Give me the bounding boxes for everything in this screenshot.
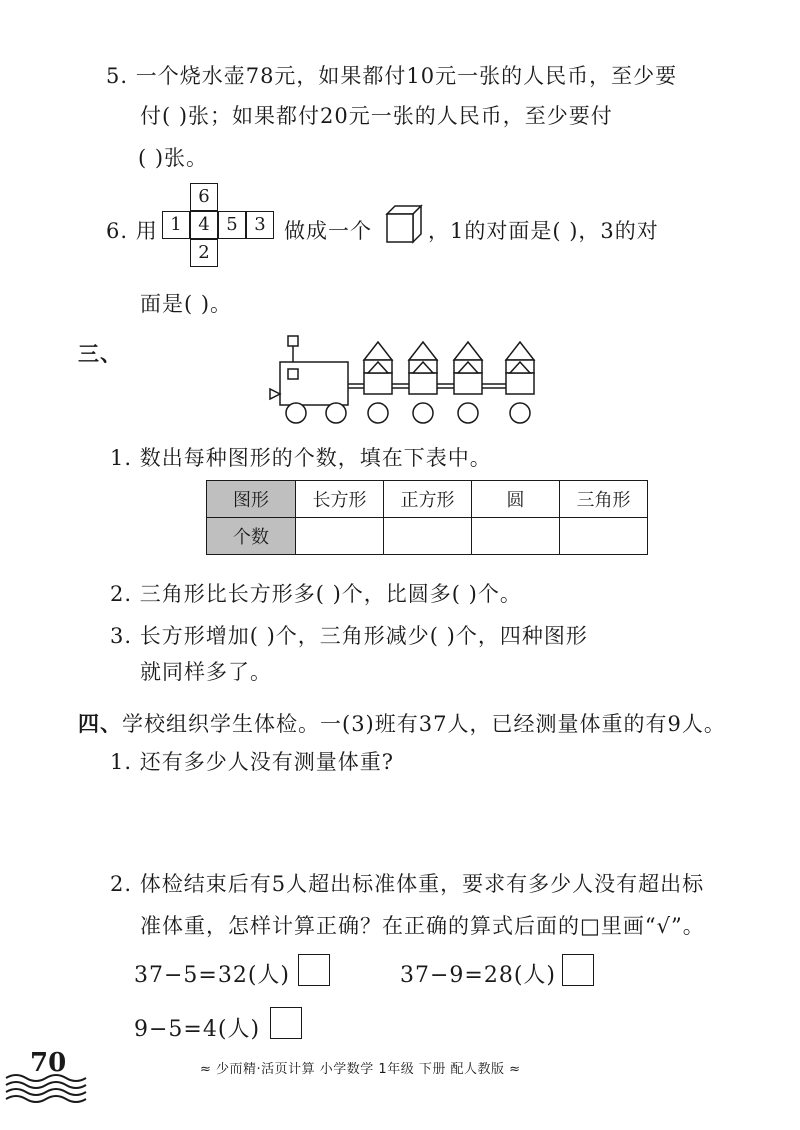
net-cell: 1 bbox=[162, 211, 190, 239]
count-table bbox=[206, 480, 648, 555]
q6-prefix: 6. 用 bbox=[106, 219, 158, 243]
cube-icon bbox=[385, 204, 425, 244]
section3-q1: 1. 数出每种图形的个数，填在下表中。 bbox=[110, 446, 492, 470]
q5-line2: 付( )张；如果都付20元一张的人民币，至少要付 bbox=[140, 104, 613, 128]
section4-label: 四、 bbox=[78, 711, 122, 736]
page-number: 70 bbox=[30, 1048, 67, 1078]
net-cell: 3 bbox=[246, 211, 274, 239]
checkbox-eq2[interactable] bbox=[562, 954, 594, 986]
wave-decoration-icon bbox=[4, 1070, 94, 1110]
net-cell: 6 bbox=[190, 183, 218, 211]
section4-q2-line1: 2. 体检结束后有5人超出标准体重，要求有多少人没有超出标 bbox=[110, 872, 705, 896]
q6-suffix: ，1的对面是( )，3的对 bbox=[428, 219, 659, 243]
table-col-triangle: 三角形 bbox=[560, 481, 648, 518]
checkbox-eq1[interactable] bbox=[298, 954, 330, 986]
net-cell: 2 bbox=[190, 239, 218, 267]
section3-label: 三、 bbox=[78, 341, 122, 366]
section4-heading bbox=[78, 708, 726, 738]
table-head-count: 个数 bbox=[207, 518, 296, 555]
q6-middle: 做成一个 bbox=[284, 219, 372, 243]
train-figure bbox=[264, 332, 554, 427]
q5-line3: ( )张。 bbox=[138, 146, 209, 170]
answer-cell[interactable] bbox=[296, 518, 384, 555]
net-cell: 4 bbox=[190, 211, 218, 239]
checkbox-eq3[interactable] bbox=[270, 1007, 302, 1039]
table-col-circle: 圆 bbox=[472, 481, 560, 518]
equation-1: 37−5=32(人) bbox=[134, 963, 291, 988]
section3-q3-line1: 3. 长方形增加( )个，三角形减少( )个，四种图形 bbox=[110, 624, 588, 648]
net-cell: 5 bbox=[218, 211, 246, 239]
section3-q3-line2: 就同样多了。 bbox=[140, 660, 272, 684]
equation-2: 37−9=28(人) bbox=[400, 963, 557, 988]
answer-cell[interactable] bbox=[472, 518, 560, 555]
answer-cell[interactable] bbox=[384, 518, 472, 555]
q6-line2: 面是( )。 bbox=[140, 292, 233, 316]
section4-q2-line2: 准体重，怎样计算正确？在正确的算式后面的□里画“√”。 bbox=[140, 914, 705, 938]
answer-cell[interactable] bbox=[560, 518, 648, 555]
q5-line1: 5. 一个烧水壶78元，如果都付10元一张的人民币，至少要 bbox=[106, 64, 678, 88]
section4-q1: 1. 还有多少人没有测量体重? bbox=[110, 750, 394, 774]
section3-q2: 2. 三角形比长方形多( )个，比圆多( )个。 bbox=[110, 582, 522, 606]
footer-text: ≈ 少而精·活页计算 小学数学 1年级 下册 配人教版 ≈ bbox=[200, 1062, 521, 1077]
equation-3: 9−5=4(人) bbox=[134, 1017, 261, 1042]
table-col-rectangle: 长方形 bbox=[296, 481, 384, 518]
table-head-shape: 图形 bbox=[207, 481, 296, 518]
section4-intro: 学校组织学生体检。一(3)班有37人，已经测量体重的有9人。 bbox=[122, 712, 726, 736]
table-col-square: 正方形 bbox=[384, 481, 472, 518]
